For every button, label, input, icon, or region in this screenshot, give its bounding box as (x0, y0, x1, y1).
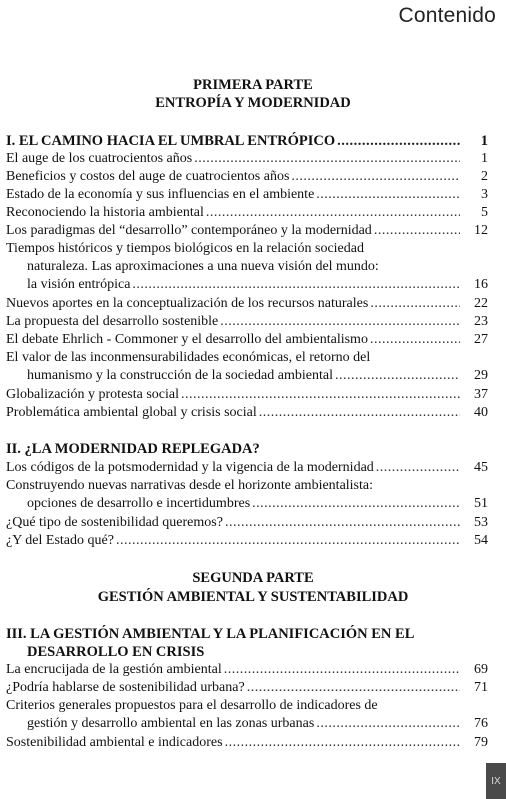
toc-entry (6, 168, 488, 186)
toc-entry-text: Los paradigmas del “desarrollo” contemporáneo y la modernidad (6, 223, 372, 238)
leader-dots (252, 495, 460, 513)
leader-dots (181, 386, 460, 404)
toc-entry (6, 186, 488, 204)
section3-title-line1: III. LA GESTIÓN AMBIENTAL Y LA PLANIFICACIÓN EN EL (6, 626, 415, 642)
toc-entry (6, 697, 488, 733)
toc-entry (6, 204, 488, 222)
leader-dots (220, 313, 460, 331)
toc-entry (6, 150, 488, 168)
toc-entry-continuation: humanismo y la construcción de la sociedad ambiental (27, 368, 333, 383)
toc-entry-text: Los códigos de la potsmodernidad y la vigencia de la modernidad (6, 460, 374, 475)
toc-entry-page: 2 (481, 169, 488, 184)
toc-entry-text: Problemática ambiental global y crisis social (6, 405, 257, 420)
toc-entry-text: El auge de los cuatrocientos años (6, 151, 193, 166)
part1-label: PRIMERA PARTE (193, 77, 313, 93)
toc-entry-text: Estado de la economía y sus influencias en el ambiente (6, 187, 315, 202)
toc-entry-page: 71 (474, 680, 488, 695)
toc-entry-page: 12 (474, 223, 488, 238)
toc-entry (6, 386, 488, 404)
section3-title-line2: DESARROLLO EN CRISIS (27, 644, 205, 660)
toc-entry-page: 40 (474, 405, 488, 420)
toc-entry-continuation: opciones de desarrollo e incertidumbres (27, 496, 251, 511)
leader-dots (116, 532, 460, 550)
leader-dots (259, 404, 460, 422)
toc-entry-text: ¿Y del Estado qué? (6, 533, 114, 548)
toc-entry-page: 76 (474, 716, 488, 731)
toc-entry-text: El valor de las inconmensurabilidades económicas, el retorno del (6, 350, 371, 365)
toc-entry-page: 1 (481, 151, 488, 166)
toc-entry-text: Sostenibilidad ambiental e indicadores (6, 735, 223, 750)
toc-entry-text: Reconociendo la historia ambiental (6, 205, 204, 220)
leader-dots (225, 734, 460, 752)
toc-entry-text: La encrucijada de la gestión ambiental (6, 662, 222, 677)
toc-entry (6, 331, 488, 349)
toc-entry (6, 532, 488, 550)
toc-entry-text: La propuesta del desarrollo sostenible (6, 314, 219, 329)
toc-entry-page: 22 (474, 296, 488, 311)
toc-entry (6, 734, 488, 752)
toc-entry-page: 69 (474, 662, 488, 677)
part2-label: SEGUNDA PARTE (192, 570, 314, 586)
toc-entry-page: 23 (474, 314, 488, 329)
toc-entry-page: 3 (481, 187, 488, 202)
leader-dots (132, 276, 460, 294)
toc-entry-page: 79 (474, 735, 488, 750)
leader-dots (316, 715, 460, 733)
toc-entry (6, 222, 488, 240)
section2-title: II. ¿LA MODERNIDAD REPLEGADA? (6, 441, 260, 457)
toc-entry-text: Nuevos aportes en la conceptualización de los recursos naturales (6, 296, 369, 311)
leader-dots (370, 331, 460, 349)
toc-entry-page: 53 (474, 515, 488, 530)
toc-entry (6, 679, 488, 697)
toc-entry-continuation: naturaleza. Las aproximaciones a una nueva visión del mundo: (27, 259, 379, 274)
toc-entry (6, 514, 488, 532)
toc-entry-page: 45 (474, 460, 488, 475)
toc-entry-text: ¿Qué tipo de sostenibilidad queremos? (6, 515, 223, 530)
part1-title: ENTROPÍA Y MODERNIDAD (155, 95, 351, 111)
section1-heading (6, 132, 488, 150)
toc-entry-text: Globalización y protesta social (6, 387, 179, 402)
toc-entry (6, 295, 488, 313)
leader-dots (370, 295, 460, 313)
leader-dots (194, 150, 460, 168)
leader-dots (335, 367, 460, 385)
section1-title: I. EL CAMINO HACIA EL UMBRAL ENTRÓPICO (6, 133, 336, 149)
toc-entry (6, 661, 488, 679)
toc-entry-page: 54 (474, 533, 488, 548)
toc-entry-continuation: la visión entrópica (27, 277, 131, 292)
leader-dots (224, 661, 460, 679)
toc-entry-page: 16 (474, 277, 488, 292)
section1-page: 1 (480, 133, 488, 149)
leader-dots (316, 186, 460, 204)
toc-entry-page: 51 (474, 496, 488, 511)
toc-entry-page: 37 (474, 387, 488, 402)
toc-entry-continuation: gestión y desarrollo ambiental en las zonas urbanas (27, 716, 315, 731)
page-header-title: Contenido (398, 4, 496, 27)
toc-entry (6, 313, 488, 331)
leader-dots (337, 132, 460, 150)
toc-entry-text: Beneficios y costos del auge de cuatrocientos años (6, 169, 290, 184)
toc-entry-text: El debate Ehrlich - Commoner y el desarrollo del ambientalismo (6, 332, 368, 347)
toc-entry (6, 459, 488, 477)
leader-dots (206, 204, 460, 222)
toc-entry-page: 5 (481, 205, 488, 220)
toc-entry-page: 27 (474, 332, 488, 347)
toc-entry-text: ¿Podría hablarse de sostenibilidad urbana? (6, 680, 245, 695)
leader-dots (376, 459, 460, 477)
toc-entry-page: 29 (474, 368, 488, 383)
page-number-badge (486, 763, 506, 799)
toc-entry-text: Criterios generales propuestos para el desarrollo de indicadores de (6, 698, 378, 713)
page-number: IX (491, 775, 501, 787)
leader-dots (291, 168, 460, 186)
part2-title: GESTIÓN AMBIENTAL Y SUSTENTABILIDAD (97, 589, 409, 605)
toc-entry (6, 349, 488, 385)
toc-entry-text: Tiempos históricos y tiempos biológicos en la relación sociedad (6, 241, 364, 256)
leader-dots (225, 514, 460, 532)
toc-entry-text: Construyendo nuevas narrativas desde el horizonte ambientalista: (6, 478, 374, 493)
leader-dots (374, 222, 460, 240)
leader-dots (247, 679, 460, 697)
toc-entry (6, 404, 488, 422)
toc-entry (6, 240, 488, 294)
toc-entry (6, 477, 488, 513)
